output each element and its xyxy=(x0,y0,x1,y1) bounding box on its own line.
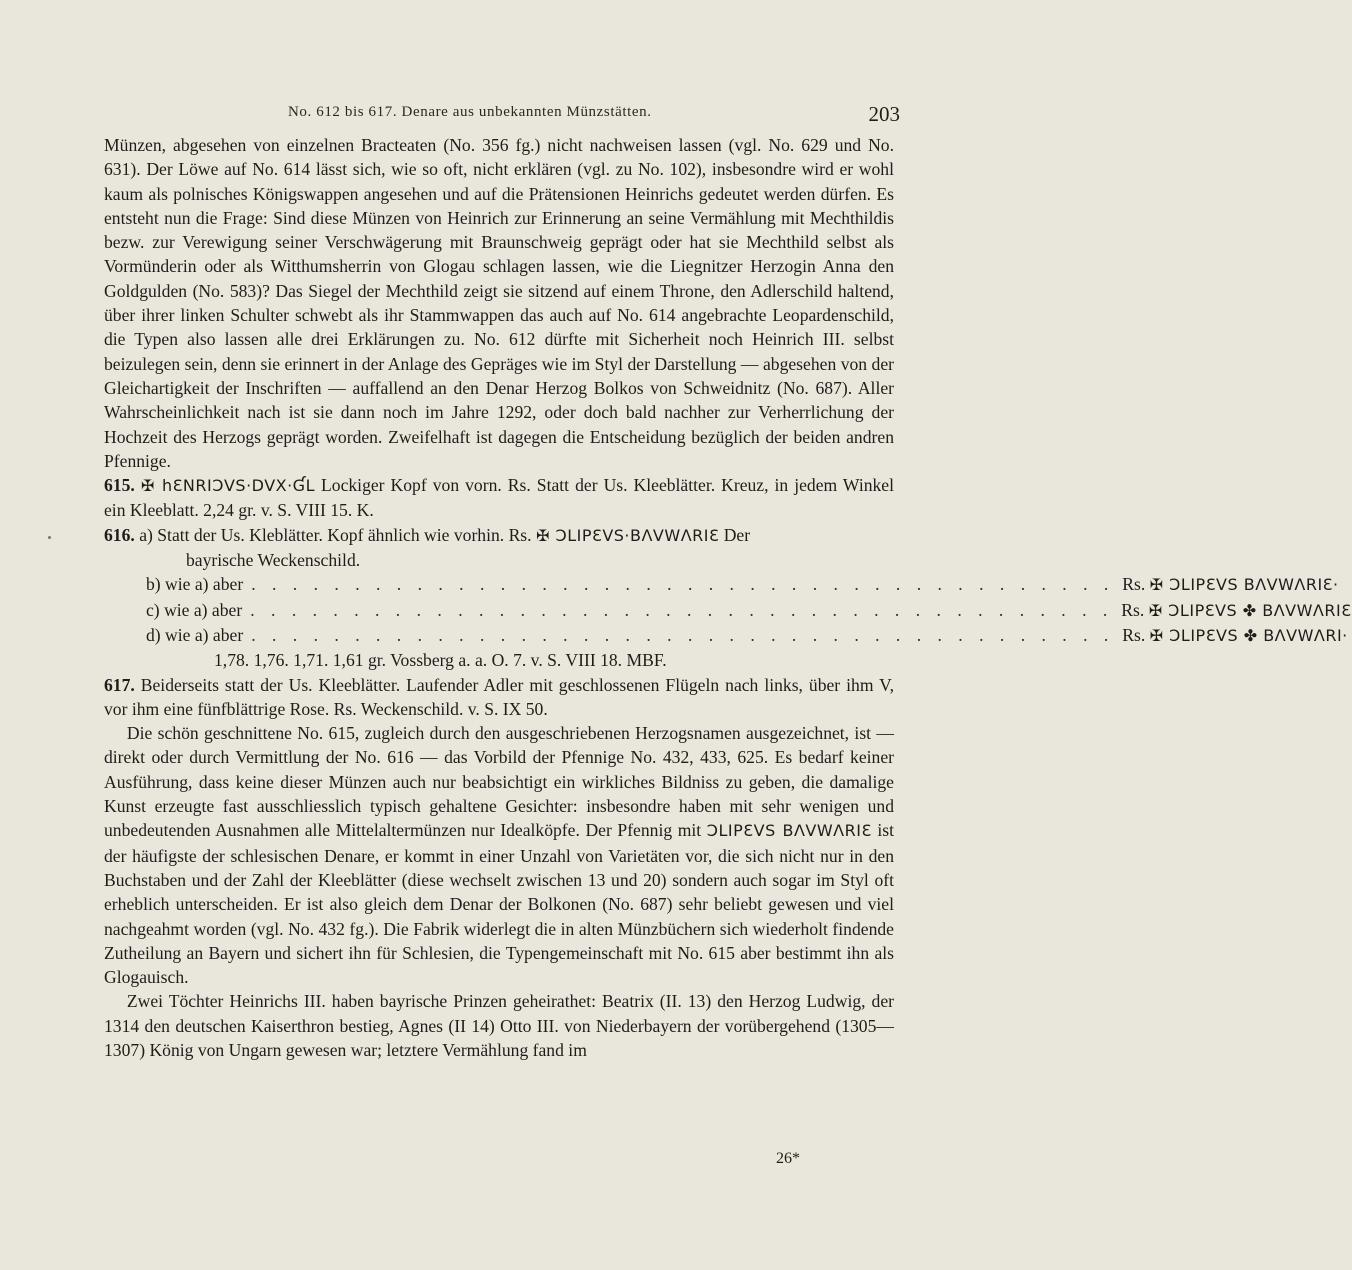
entry-number-617: 617. xyxy=(104,674,135,695)
reverse-label: Rs. xyxy=(1121,599,1145,620)
catalog-entry-615 xyxy=(104,473,894,523)
variant-a-text: a) Statt der Us. Kleblätter. Kopf ähnlich wie vorhin. Rs. xyxy=(139,524,532,545)
entry-number-615: 615. xyxy=(104,475,135,496)
page-header xyxy=(0,102,1000,132)
variant-d-label: d) wie a) aber xyxy=(146,624,244,645)
reverse-label: Rs. xyxy=(1122,574,1146,595)
variant-d-reverse xyxy=(1122,623,1347,648)
running-head: No. 612 bis 617. Denare aus unbekannten Münzstätten. xyxy=(288,104,652,120)
scan-speck xyxy=(48,536,51,539)
signature-mark: 26* xyxy=(776,1150,800,1167)
variant-a-continuation: bayrische Weckenschild. xyxy=(186,550,361,571)
coin-legend-616c: ✠ ƆLIPƐVS ✤ BΛVWΛRIƐ xyxy=(1148,600,1352,620)
entry-number-616: 616. xyxy=(104,524,135,545)
variant-b-label: b) wie a) aber xyxy=(146,574,244,595)
discussion-text-b: ist der häufigste der schlesischen Denare, er kommt in einer Unzahl von Varietäten vor, die sich nicht nur in den Buchstaben und der Zahl der Kleeblätter (diese wechselt zwischen 13 und 20) sondern auch sogar im Styl oft erheblich unterscheiden. Er ist also gleich dem Denar der Bolkonen (No. 687) sehr beliebt gewesen und viel nachgeahmt worden (vgl. No. 432 fg.). Die Fabrik widerlegt die in alten Münzbüchern sich wiederholt findende Zutheilung an Bayern und sichert ihn für Schlesien, die Typengemeinschaft mit No. 615 aber bestimmt ihn als Glogauisch. xyxy=(104,820,894,988)
discussion-text-a: Die schön geschnittene No. 615, zugleich durch den ausgeschriebenen Herzogsnamen ausgezeichnet, ist — direkt oder durch Vermittlung der No. 616 — das Vorbild der Pfennige No. 432, 433, 625. Es bedarf keiner Ausführung, dass keine dieser Münzen auch nur beabsichtigt ein wirkliches Bildniss zu geben, die damalige Kunst erzeugte fast ausschliesslich typisch gehaltene Gesichter: insbesondre haben mit sehr wenigen und unbedeutenden Ausnahmen alle Mittelaltermünzen nur Idealköpfe. Der Pfennig mit xyxy=(104,723,894,841)
variant-c-reverse xyxy=(1121,598,1351,623)
reverse-label: Rs. xyxy=(1122,624,1146,645)
variant-a-end: Der xyxy=(723,524,751,545)
coin-legend-616a: ✠ ƆLIPƐVS·BΛVWΛRIƐ xyxy=(535,525,720,545)
page-number: 203 xyxy=(868,102,900,126)
coin-legend-616d: ✠ ƆLIPƐVS ✤ BΛVWΛRI· xyxy=(1149,625,1348,645)
dot-leaders: . . . . . . . . . . . . . . . . . . . . . . . . . . . . . . . . . . . . . . . . . . xyxy=(251,624,1115,645)
dot-leaders: . . . . . . . . . . . . . . . . . . . . . . . . . . . . . . . . . . . . . . . . . . xyxy=(251,574,1115,595)
variant-b-row xyxy=(104,572,1339,597)
body-text xyxy=(104,133,1352,1062)
variant-c-label: c) wie a) aber xyxy=(146,599,243,620)
paragraph-intro: Münzen, abgesehen von einzelnen Bracteaten (No. 356 fg.) nicht nachweisen lassen (vgl. No. 629 und No. 631). Der Löwe auf No. 614 lässt sich, wie so oft, nicht erklären (vgl. zu No. 102), insbesondre wird er wohl kaum als polnisches Königswappen angesehen und auf die Prätensionen Heinrichs gedeutet werden dürfen. Es entsteht nun die Frage: Sind diese Münzen von Heinrich zur Erinnerung an seine Vermählung mit Mechthildis bezw. zur Verewigung seiner Verschwägerung mit Braunschweig geprägt oder hat sie Mechthild selbst als Vormünderin oder als Witthumsherrin von Glogau schlagen lassen, wie die Liegnitzer Herzogin Anna den Goldgulden (No. 583)? Das Siegel der Mechthild zeigt sie sitzend auf einem Throne, den Adlerschild haltend, über ihrer linken Schulter schwebt als ihr Stammwappen das auch auf No. 614 angebrachte Leopardenschild, die Typen also lassen alle drei Erklärungen zu. No. 612 dürfte mit Sicherheit noch Heinrich III. selbst beizulegen sein, denn sie erinnert in der Anlage des Gepräges wie im Styl der Darstellung — abgesehen von der Gleichartigkeit der Inschriften — auffallend an den Denar Herzog Bolkos von Schweidnitz (No. 687). Aller Wahrscheinlichkeit nach ist sie dann noch im Jahre 1292, oder doch bald nachher zur Verherrlichung der Hochzeit des Herzogs geprägt worden. Zweifelhaft ist dagegen die Entscheidung bezüglich der beiden andren Pfennige. xyxy=(104,135,894,471)
paragraph-discussion xyxy=(104,721,894,989)
coin-legend-inline: ƆLIPƐVS BΛVWΛRIƐ xyxy=(706,821,872,841)
paragraph-daughters: Zwei Töchter Heinrichs III. haben bayrische Prinzen geheirathet: Beatrix (II. 13) den Herzog Ludwig, der 1314 den deutschen Kaiserthron bestieg, Agnes (II 14) Otto III. von Niederbayern der vorübergehend (1305—1307) König von Ungarn gewesen war; letztere Vermählung fand im xyxy=(104,991,894,1060)
variant-c-row xyxy=(104,598,1352,623)
catalog-entry-616 xyxy=(104,523,1352,673)
variant-d-row xyxy=(104,623,1348,648)
coin-legend-616b: ✠ ƆLIPƐVS BΛVWΛRIƐ· xyxy=(1149,575,1339,595)
dot-leaders: . . . . . . . . . . . . . . . . . . . . . . . . . . . . . . . . . . . . . . . . . . xyxy=(250,599,1114,620)
variant-b-reverse xyxy=(1122,572,1338,597)
entry-616-variant-a xyxy=(104,523,894,548)
catalog-entry-617 xyxy=(104,673,894,722)
coin-legend-615: ✠ hƐNRIƆVS·DVX·ƓL xyxy=(140,476,315,496)
entry-text-615: Lockiger Kopf von vorn. Rs. Statt der Us. Kleeblätter. Kreuz, in jedem Winkel ein Kleeblatt. 2,24 gr. v. S. VIII 15. K. xyxy=(104,475,895,521)
entry-text-617: Beiderseits statt der Us. Kleeblätter. Laufender Adler mit geschlossenen Flügeln nach links, über ihm V, vor ihm eine fünfblättrige Rose. Rs. Weckenschild. v. S. IX 50. xyxy=(104,674,894,719)
weights-line-616: 1,78. 1,76. 1,71. 1,61 gr. Vossberg a. a. O. 7. v. S. VIII 18. MBF. xyxy=(214,650,667,671)
